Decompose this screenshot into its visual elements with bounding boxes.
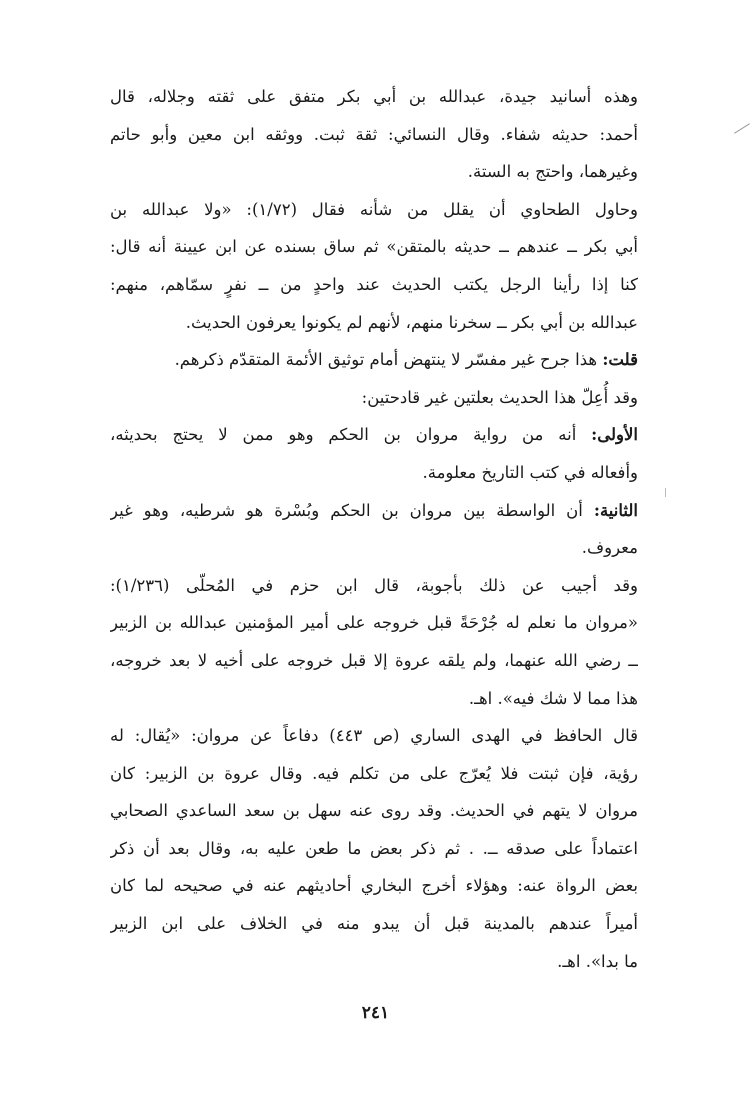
text-line: ــ رضي الله عنهما، ولم يلقه عروة إلا قبل خروجه على أخيه لا بعد خروجه، (110, 650, 638, 670)
text-line: بعض الرواة عنه: وهؤلاء أخرج البخاري أحاديثهم عنه في صحيحه لما كان (110, 876, 638, 896)
text-line-rest: أن الواسطة بين مروان بن الحكم وبُسْرة هو شرطيه، وهو غير (110, 500, 594, 520)
text-line: وقد أُعِلّ هذا الحديث بعلتين غير قادحتين: (361, 387, 638, 407)
bold-lead-qultu: قلت: (602, 350, 638, 370)
paragraph-hafiz (110, 717, 638, 980)
text-line: كنا إذا رأينا الرجل يكتب الحديث عند واحدٍ من ــ نفرٍ سمّاهم، منهم: (110, 274, 638, 294)
text-line: أبي بكر ــ عندهم ــ حديثه بالمتقن» ثم ساق بسنده عن ابن عيينة أنه قال: (110, 237, 638, 257)
text-line: هذا مما لا شك فيه». اهـ. (468, 688, 638, 708)
paragraph-qultu (110, 341, 638, 379)
text-line: أميراً عندهم بالمدينة قبل أن يبدو منه في الخلاف على ابن الزبير (110, 914, 638, 934)
text-line: مروان لا يتهم في الحديث. وقد روى عنه سهل بن سعد الساعدي الصحابي (110, 801, 638, 821)
text-line-rest: أنه من رواية مروان بن الحكم وهو ممن لا يحتج بحديثه، (110, 425, 592, 445)
margin-scan-mark (734, 123, 750, 133)
text-line: رؤية، فإن ثبتت فلا يُعرّج على من تكلم فيه. وقال عروة بن الزبير: كان (110, 763, 638, 783)
bold-lead-ula: الأولى: (591, 425, 638, 445)
paragraph-tahawi (110, 191, 638, 341)
text-line: وحاول الطحاوي أن يقلل من شأنه فقال (١/٧٢): «ولا عبدالله بن (110, 199, 638, 219)
text-line: أحمد: حديثه شفاء. وقال النسائي: ثقة ثبت. ووثقه ابن معين وأبو حاتم (110, 124, 638, 144)
text-line: وهذه أسانيد جيدة، عبدالله بن أبي بكر متفق على ثقته وجلاله، قال (110, 87, 638, 106)
text-line-rest: هذا جرح غير مفسّر لا ينتهض أمام توثيق الأئمة المتقدّم ذكرهم. (174, 350, 603, 370)
text-line: وغيرهما، واحتج به الستة. (467, 162, 638, 182)
scan-tick-mark (665, 488, 666, 497)
page-number: ٢٤١ (361, 1003, 390, 1023)
text-line (110, 492, 638, 530)
paragraph-first-illa (110, 416, 638, 491)
text-line: عبدالله بن أبي بكر ــ سخرنا منهم، لأنهم لم يكونوا يعرفون الحديث. (185, 312, 638, 332)
bold-lead-thaniya: الثانية: (593, 500, 638, 520)
text-line: وأفعاله في كتب التاريخ معلومة. (422, 462, 638, 482)
paragraph-ilal (110, 379, 638, 417)
text-line: معروف. (581, 538, 638, 558)
text-line (110, 341, 638, 379)
text-line: ما بدا». اهـ. (557, 951, 638, 971)
book-page-text (110, 78, 638, 980)
paragraph-ibn-hazm (110, 567, 638, 717)
text-line: اعتماداً على صدقه ــ. . ثم ذكر بعض ما طعن عليه به، وقال بعد أن ذكر (110, 838, 638, 858)
text-line: قال الحافظ في الهدى الساري (ص ٤٤٣) دفاعاً عن مروان: «يُقال: له (110, 726, 638, 746)
paragraph-asanid (110, 78, 638, 191)
text-line (110, 416, 638, 454)
text-line: وقد أجيب عن ذلك بأجوبة، قال ابن حزم في المُحلّى (١/٢٣٦): (110, 575, 638, 595)
paragraph-second-illa (110, 492, 638, 567)
text-line: «مروان ما نعلم له جُرْحَةً قبل خروجه على أمير المؤمنين عبدالله بن الزبير (110, 613, 638, 633)
